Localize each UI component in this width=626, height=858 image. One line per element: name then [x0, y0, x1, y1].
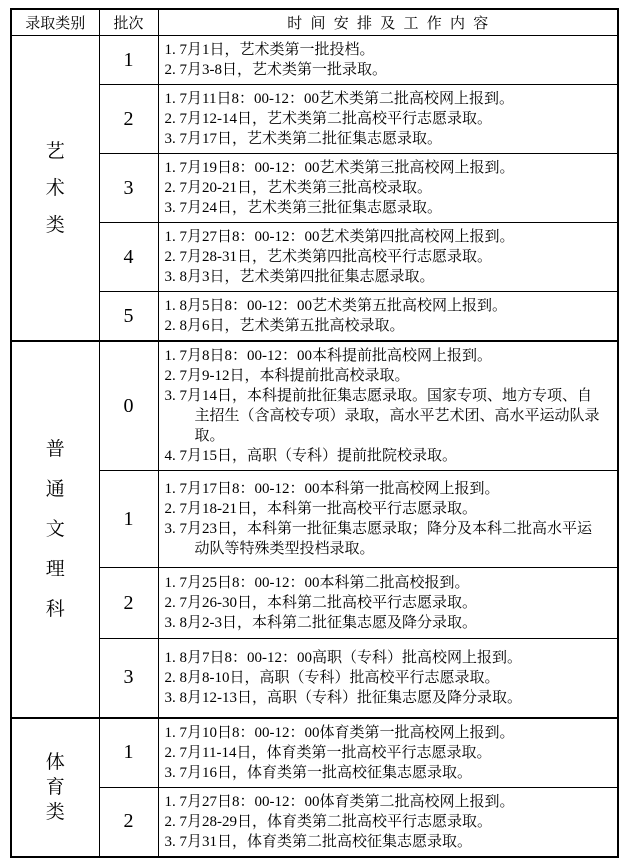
schedule-item: 2. 7月26-30日，本科第二批高校平行志愿录取。: [164, 595, 477, 611]
schedule-item: 4. 7月15日，高职（专科）提前批院校录取。: [164, 448, 458, 464]
schedule-item: 2. 7月3-8日，艺术类第一批录取。: [164, 62, 387, 78]
batch-number-cell: 2: [99, 85, 158, 154]
table-row: [11, 568, 618, 639]
col-header-category: 录取类别: [11, 9, 99, 36]
category-cell: [11, 718, 99, 857]
schedule-table-body: [11, 36, 618, 857]
schedule-items-cell: [158, 292, 618, 342]
schedule-item: 1. 8月7日8：00-12：00高职（专科）批高校网上报到。: [164, 649, 522, 666]
category-label: [12, 753, 99, 822]
admission-schedule-table: [10, 8, 619, 858]
schedule-items-cell: [158, 154, 618, 223]
table-row: [11, 718, 618, 788]
batch-number-cell: 2: [99, 787, 158, 857]
schedule-items-cell: [158, 639, 618, 718]
schedule-item: 3. 8月12-13日，高职（专科）批征集志愿及降分录取。: [164, 689, 522, 706]
category-char: 体: [45, 751, 65, 773]
schedule-item: 3. 8月2-3日，本科第二批征集志愿及降分录取。: [164, 615, 477, 631]
schedule-items-cell: [158, 787, 618, 857]
schedule-item: 2. 8月6日，艺术类第五批高校录取。: [164, 318, 405, 334]
schedule-item: 3. 7月14日，本科提前批征集志愿录取。国家专项、地方专项、自主招生（含高校专项）录取，高水平艺术团、高水平运动队录取。: [164, 388, 600, 444]
col-header-schedule: 时间安排及工作内容: [158, 9, 618, 36]
schedule-item: 3. 8月3日，艺术类第四批征集志愿录取。: [164, 269, 435, 285]
category-char: 艺: [45, 140, 65, 162]
batch-number-cell: 5: [99, 292, 158, 342]
schedule-item: 2. 8月8-10日，高职（专科）批高校平行志愿录取。: [164, 669, 500, 686]
category-char: 普: [45, 438, 65, 460]
category-char: 科: [45, 598, 65, 620]
schedule-item: 1. 7月8日8：00-12：00本科提前批高校网上报到。: [164, 348, 492, 364]
col-header-batch: 批次: [99, 9, 158, 36]
category-char: 理: [45, 558, 65, 580]
schedule-item: 3. 7月31日，体育类第二批高校征集志愿录取。: [164, 833, 473, 850]
schedule-item: 1. 7月27日8：00-12：00艺术类第四批高校网上报到。: [164, 229, 515, 245]
schedule-item: 1. 8月5日8：00-12：00艺术类第五批高校网上报到。: [164, 298, 507, 314]
batch-number-cell: 1: [99, 718, 158, 788]
category-char: 文: [45, 518, 65, 540]
schedule-items-cell: [158, 36, 618, 85]
schedule-item: 1. 7月27日8：00-12：00体育类第二批高校网上报到。: [164, 793, 515, 810]
batch-number-cell: 3: [99, 639, 158, 718]
batch-number-cell: 1: [99, 471, 158, 568]
table-header-row: [11, 9, 618, 36]
table-row: [11, 471, 618, 568]
table-row: [11, 36, 618, 85]
schedule-items-cell: [158, 341, 618, 471]
schedule-items-cell: [158, 568, 618, 639]
batch-number-cell: 2: [99, 568, 158, 639]
admission-schedule-page: [0, 8, 626, 850]
schedule-item: 1. 7月25日8：00-12：00本科第二批高校报到。: [164, 575, 470, 591]
table-row: [11, 223, 618, 292]
table-row: [11, 787, 618, 857]
schedule-item: 1. 7月11日8：00-12：00艺术类第二批高校网上报到。: [164, 91, 514, 107]
schedule-item: 1. 7月19日8：00-12：00艺术类第三批高校网上报到。: [164, 160, 515, 176]
schedule-item: 2. 7月28-29日，体育类第二批高校平行志愿录取。: [164, 813, 492, 830]
category-label: [12, 440, 99, 619]
schedule-items-cell: [158, 85, 618, 154]
schedule-items-cell: [158, 471, 618, 568]
category-label: [12, 142, 99, 235]
table-row: [11, 639, 618, 718]
schedule-item: 2. 7月20-21日，艺术类第三批高校录取。: [164, 180, 432, 196]
schedule-items-cell: [158, 223, 618, 292]
table-row: [11, 292, 618, 342]
category-char: 育: [45, 776, 65, 798]
table-row: [11, 341, 618, 471]
schedule-item: 1. 7月17日8：00-12：00本科第一批高校网上报到。: [164, 481, 500, 497]
batch-number-cell: 4: [99, 223, 158, 292]
schedule-item: 2. 7月18-21日，本科第一批高校平行志愿录取。: [164, 501, 477, 517]
schedule-item: 3. 7月17日，艺术类第二批征集志愿录取。: [164, 131, 443, 147]
table-row: [11, 154, 618, 223]
batch-number-cell: 1: [99, 36, 158, 85]
batch-number-cell: 0: [99, 341, 158, 471]
category-char: 类: [45, 214, 65, 236]
table-row: [11, 85, 618, 154]
schedule-item: 3. 7月24日，艺术类第三批征集志愿录取。: [164, 200, 443, 216]
category-cell: [11, 341, 99, 718]
schedule-item: 2. 7月12-14日，艺术类第二批高校平行志愿录取。: [164, 111, 492, 127]
schedule-item: 2. 7月9-12日，本科提前批高校录取。: [164, 368, 410, 384]
schedule-items-cell: [158, 718, 618, 788]
schedule-item: 2. 7月28-31日，艺术类第四批高校平行志愿录取。: [164, 249, 492, 265]
schedule-item: 3. 7月16日，体育类第一批高校征集志愿录取。: [164, 764, 473, 781]
category-char: 类: [45, 801, 65, 823]
schedule-item: 1. 7月1日，艺术类第一批投档。: [164, 42, 375, 58]
batch-number-cell: 3: [99, 154, 158, 223]
schedule-item: 2. 7月11-14日，体育类第一批高校平行志愿录取。: [164, 744, 492, 761]
category-char: 术: [45, 177, 65, 199]
category-cell: [11, 36, 99, 342]
schedule-item: 3. 7月23日，本科第一批征集志愿录取；降分及本科二批高水平运动队等特殊类型投档录取。: [164, 521, 593, 557]
schedule-item: 1. 7月10日8：00-12：00体育类第一批高校网上报到。: [164, 724, 515, 741]
category-char: 通: [45, 478, 65, 500]
